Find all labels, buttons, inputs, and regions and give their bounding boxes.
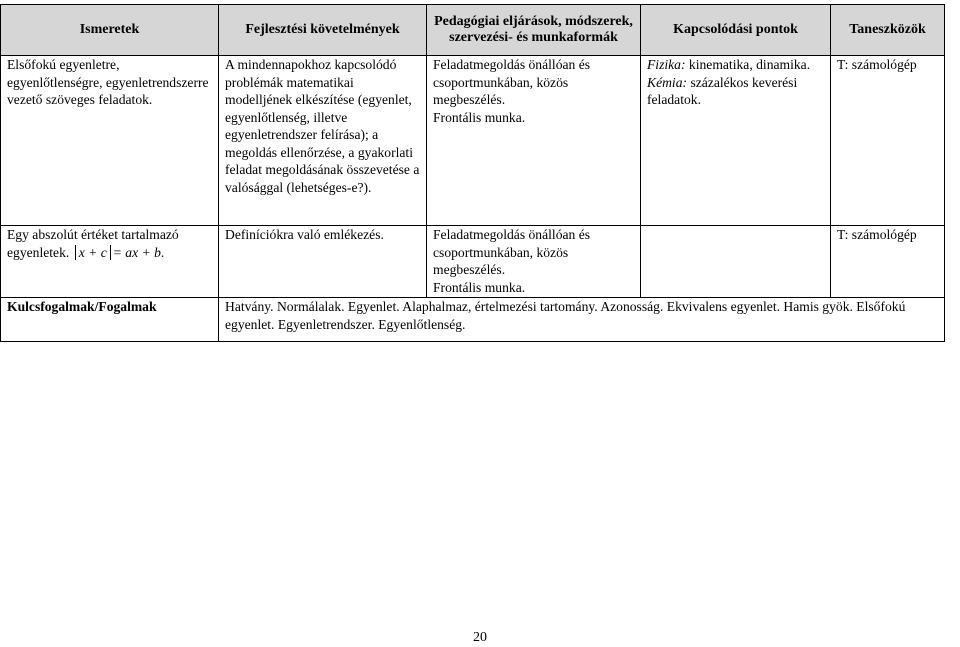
concepts-label: Kulcsfogalmak/Fogalmak (1, 298, 219, 342)
method-line: Feladatmegoldás önállóan és csoportmunkában, közös megbeszélés. (433, 57, 591, 107)
method-line: Frontális munka. (433, 279, 526, 295)
absolute-value-equation (73, 245, 161, 260)
knowledge-cell: Elsőfokú egyenletre, egyenlőtlenségre, egyenletrendszerre vezető szöveges feladatok. (1, 56, 219, 226)
page-number: 20 (473, 630, 487, 645)
requirements-cell: Definíciókra való emlékezés. (219, 226, 427, 298)
header-tools: Taneszközök (831, 5, 945, 56)
absolute-value-term: x + c (75, 245, 111, 260)
connection-subject: Kémia: (647, 74, 688, 90)
equation-rhs: = ax + b (112, 244, 161, 260)
connections-cell (641, 56, 831, 226)
header-row (1, 5, 945, 56)
header-connections: Kapcsolódási pontok (641, 5, 831, 56)
requirements-cell: A mindennapokhoz kapcsolódó problémák matematikai modelljének elkészítése (egyenlet, egyenlőtlenség, illetve egyenletrendszer felírása); a megoldás ellenőrzése, a gyakorlati feladat megoldásának összevetése a valósággal (lehetséges-e?). (219, 56, 427, 226)
header-requirements: Fejlesztési követelmények (219, 5, 427, 56)
header-knowledge: Ismeretek (1, 5, 219, 56)
connection-subject: Fizika: (647, 57, 686, 72)
connections-cell (641, 226, 831, 298)
connection-item (647, 74, 824, 109)
methods-cell (427, 226, 641, 298)
header-methods: Pedagógiai eljárások, módszerek, szervezési- és munkaformák (427, 5, 641, 56)
connection-item (647, 56, 824, 74)
methods-cell (427, 56, 641, 226)
curriculum-table (0, 4, 945, 342)
knowledge-text: Egy abszolút értéket tartalmazó egyenletek. (7, 227, 179, 260)
method-line: Feladatmegoldás önállóan és csoportmunkában, közös megbeszélés. (433, 227, 591, 277)
tools-cell: T: számológép (831, 56, 945, 226)
connection-text: százalékos keverési feladatok. (647, 74, 798, 107)
method-line: Frontális munka. (433, 109, 526, 125)
table-row (1, 56, 945, 226)
concepts-row (1, 298, 945, 342)
table-row (1, 226, 945, 298)
connection-text: kinematika, dinamika. (688, 57, 811, 72)
tools-cell: T: számológép (831, 226, 945, 298)
concepts-text: Hatvány. Normálalak. Egyenlet. Alaphalmaz, értelmezési tartomány. Azonosság. Ekvivalens egyenlet. Hamis gyök. Elsőfokú egyenlet. Egyenletrendszer. Egyenlőtlenség. (219, 298, 945, 342)
knowledge-cell (1, 226, 219, 298)
equation-end: . (160, 244, 165, 260)
